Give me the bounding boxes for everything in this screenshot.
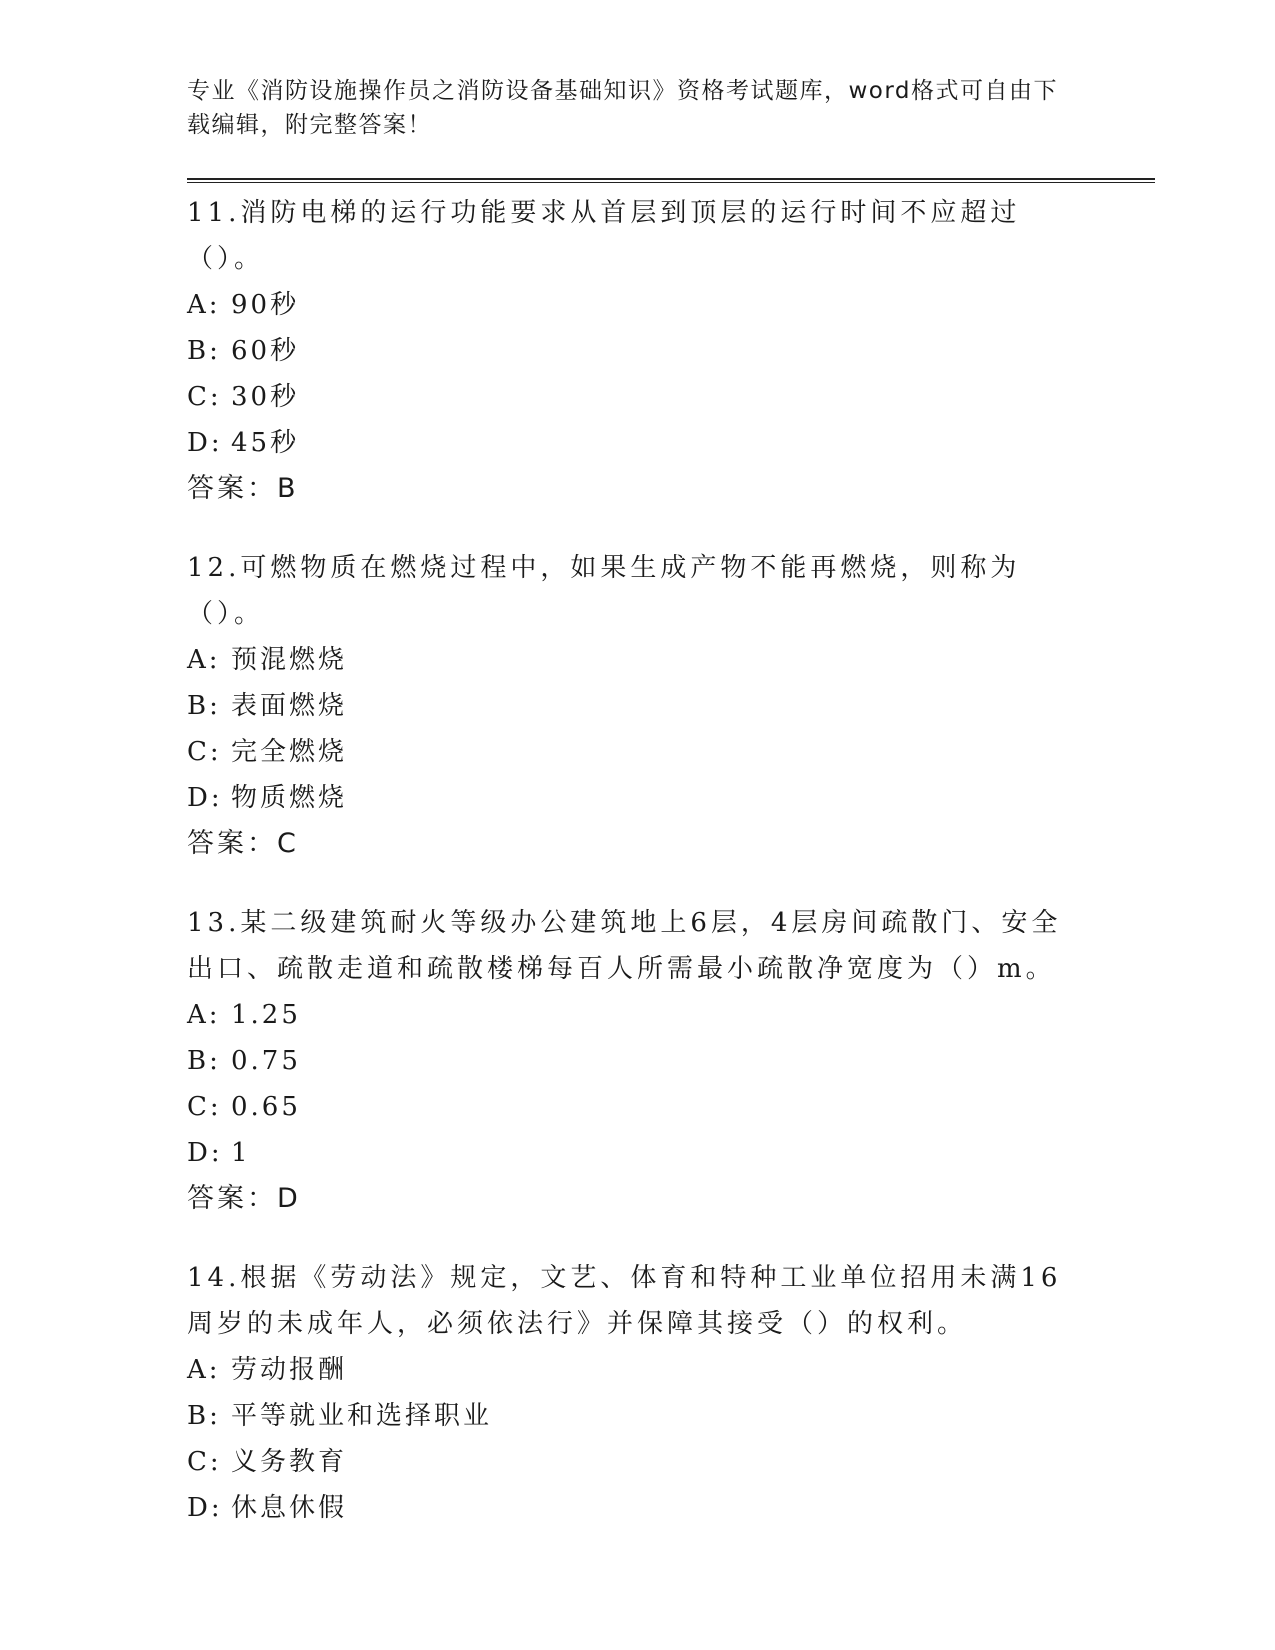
option-key: C: bbox=[187, 382, 222, 412]
option-key: A: bbox=[187, 290, 221, 320]
option-c bbox=[187, 1084, 1067, 1130]
option-b bbox=[187, 1393, 1067, 1439]
question-13 bbox=[187, 900, 1067, 1222]
option-c bbox=[187, 374, 1067, 420]
option-text: 劳动报酬 bbox=[231, 1355, 348, 1385]
option-d bbox=[187, 1485, 1067, 1531]
option-text: 物质燃烧 bbox=[231, 783, 348, 813]
option-key: B: bbox=[187, 336, 221, 366]
option-text: 30秒 bbox=[231, 382, 300, 412]
option-b bbox=[187, 1038, 1067, 1084]
option-key: D: bbox=[187, 428, 223, 458]
option-c bbox=[187, 1439, 1067, 1485]
question-14 bbox=[187, 1255, 1067, 1531]
option-d bbox=[187, 1130, 1067, 1176]
question-stem: 13.某二级建筑耐火等级办公建筑地上6层，4层房间疏散门、安全出口、疏散走道和疏散楼梯每百人所需最小疏散净宽度为（）m。 bbox=[187, 908, 1062, 984]
option-key: A: bbox=[187, 645, 221, 675]
option-text: 义务教育 bbox=[231, 1447, 348, 1477]
option-b bbox=[187, 683, 1067, 729]
option-a bbox=[187, 992, 1067, 1038]
option-text: 平等就业和选择职业 bbox=[231, 1401, 493, 1431]
header-divider-thin bbox=[187, 182, 1155, 183]
option-b bbox=[187, 328, 1067, 374]
option-key: B: bbox=[187, 1401, 221, 1431]
option-key: A: bbox=[187, 1355, 221, 1385]
option-key: D: bbox=[187, 783, 223, 813]
option-key: D: bbox=[187, 1138, 223, 1168]
option-text: 60秒 bbox=[231, 336, 300, 366]
option-text: 0.65 bbox=[231, 1092, 301, 1122]
answer-line: 答案：C bbox=[187, 828, 299, 859]
option-key: C: bbox=[187, 1447, 222, 1477]
answer-line: 答案：D bbox=[187, 1183, 301, 1214]
option-text: 0.75 bbox=[231, 1046, 301, 1076]
document-header: 专业《消防设施操作员之消防设备基础知识》资格考试题库，word格式可自由下载编辑，附完整答案！ bbox=[187, 78, 1059, 138]
option-text: 1.25 bbox=[231, 1000, 301, 1030]
option-a bbox=[187, 637, 1067, 683]
option-a bbox=[187, 1347, 1067, 1393]
option-key: B: bbox=[187, 691, 221, 721]
option-text: 45秒 bbox=[231, 428, 300, 458]
option-key: D: bbox=[187, 1493, 223, 1523]
option-key: B: bbox=[187, 1046, 221, 1076]
question-stem: 14.根据《劳动法》规定，文艺、体育和特种工业单位招用未满16周岁的未成年人，必须依法行》并保障其接受（）的权利。 bbox=[187, 1263, 1062, 1339]
question-11 bbox=[187, 190, 1067, 512]
option-text: 休息休假 bbox=[231, 1493, 348, 1523]
question-stem: 11.消防电梯的运行功能要求从首层到顶层的运行时间不应超过（）。 bbox=[187, 198, 1021, 274]
option-a bbox=[187, 282, 1067, 328]
option-text: 预混燃烧 bbox=[231, 645, 348, 675]
option-d bbox=[187, 775, 1067, 821]
option-key: A: bbox=[187, 1000, 221, 1030]
answer-line: 答案：B bbox=[187, 473, 299, 504]
option-text: 完全燃烧 bbox=[231, 737, 348, 767]
question-12 bbox=[187, 545, 1067, 867]
option-text: 1 bbox=[231, 1138, 251, 1168]
option-text: 90秒 bbox=[231, 290, 300, 320]
question-stem: 12.可燃物质在燃烧过程中，如果生成产物不能再燃烧，则称为（）。 bbox=[187, 553, 1021, 629]
option-key: C: bbox=[187, 1092, 222, 1122]
header-divider-thick bbox=[187, 178, 1155, 180]
question-list bbox=[187, 190, 1067, 1564]
option-d bbox=[187, 420, 1067, 466]
option-key: C: bbox=[187, 737, 222, 767]
option-text: 表面燃烧 bbox=[231, 691, 348, 721]
option-c bbox=[187, 729, 1067, 775]
